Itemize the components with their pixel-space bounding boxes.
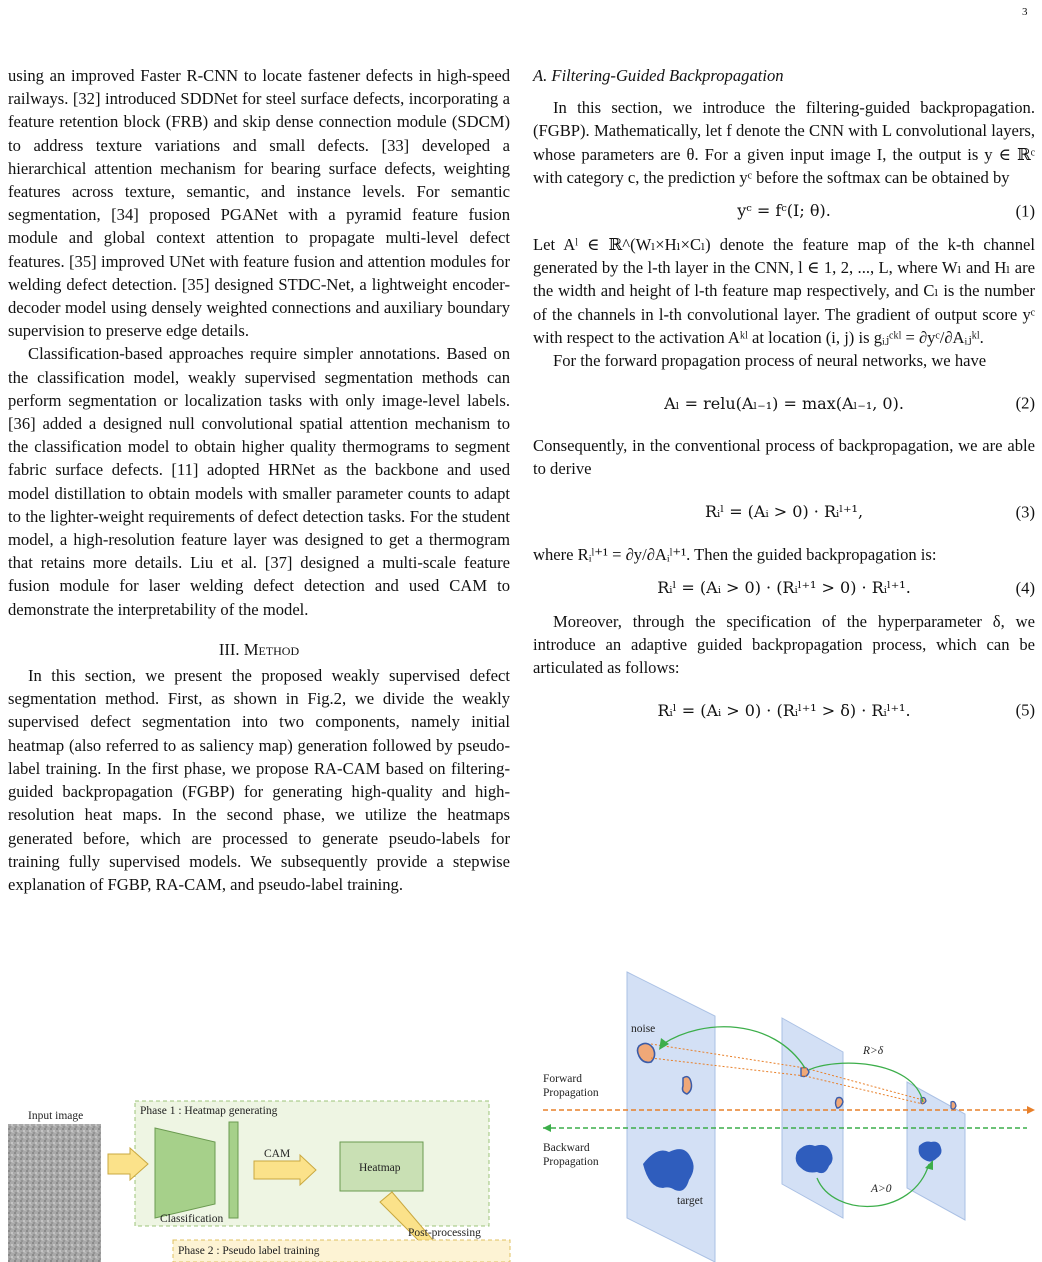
a-zero-label: A>0 (871, 1183, 892, 1195)
page-number: 3 (1022, 6, 1028, 18)
equation-4-body: Rᵢˡ = (Aᵢ > 0) · (Rᵢˡ⁺¹ > 0) · Rᵢˡ⁺¹. (657, 578, 911, 598)
cam-label: CAM (264, 1148, 291, 1160)
noise-blob-2 (683, 1077, 692, 1094)
right-paragraph-1: In this section, we introduce the filtering-guided backpropagation. (FGBP). Mathematically, let f denote the CNN with L convolutional layers, whose parameters are θ. For a given input image I, the output is y ∈ ℝᶜ with category c, the prediction yᶜ before the softmax can be obtained by (533, 98, 1035, 187)
equation-1-number: (1) (1015, 201, 1035, 221)
equation-5 (533, 679, 1035, 741)
r-delta-label: R>δ (863, 1045, 884, 1057)
equation-4 (533, 566, 1035, 610)
forward-arrowhead (1027, 1106, 1035, 1114)
right-paragraph-6: Moreover, through the specification of the hyperparameter δ, we introduce an adaptive guided backpropagation process, which can be articulated as follows: (533, 611, 1035, 678)
equation-5-body: Rᵢˡ = (Aᵢ > 0) · (Rᵢˡ⁺¹ > δ) · Rᵢˡ⁺¹. (657, 700, 911, 720)
left-paragraph-1: using an improved Faster R-CNN to locate fastener defects in high-speed railways. [32] introduced SDDNet for steel surface defects, incorporating a feature retention block (FRB) and skip dense connection module (SDCM) to address texture variations and small defects. [33] developed a hierarchical attention mechanism for bearing surface defects, weighting features across texture, semantic, and instance levels. For semantic segmentation, [34] proposed PGANet with a pyramid feature fusion module and global context attention to propagate multi-level defect features. [35] improved UNet with feature fusion and attention modules for welding defect detection. [35] designed STDC-Net, a lightweight encoder-decoder model using densely weighted connections and auxiliary boundary supervision to preserve edge details. (8, 66, 510, 341)
right-paragraph-2: Let Aˡ ∈ ℝ^(Wₗ×Hₗ×Cₗ) denote the feature map of the k-th channel generated by the l-th layer in the CNN, l ∈ 1, 2, ..., L, where Wₗ and Hₗ are the width and height of l-th feature map respectively, and Cₗ is the number of the channels in l-th convolutional layer. The gradient of output score yᶜ with respect to the activation Aᵏˡ at location (i, j) is gᵢⱼᶜᵏˡ = ∂yᶜ/∂Aᵢⱼᵏˡ. (533, 235, 1035, 347)
noise-blob-3 (801, 1068, 809, 1077)
backprop-figure-svg (533, 968, 1035, 1262)
right-paragraph-4: Consequently, in the conventional process of backpropagation, we are able to derive (533, 436, 1035, 479)
equation-4-number: (4) (1015, 578, 1035, 598)
equation-2-number: (2) (1015, 393, 1035, 413)
noise-blob-6 (951, 1102, 956, 1110)
heatmap-label: Heatmap (359, 1162, 401, 1174)
phase-1-label: Phase 1 : Heatmap generating (140, 1105, 278, 1117)
equation-3-body: Rᵢˡ = (Aᵢ > 0) · Rᵢˡ⁺¹, (704, 502, 864, 522)
target-label: target (677, 1195, 703, 1207)
phase-2-label: Phase 2 : Pseudo label training (178, 1245, 320, 1257)
equation-3-number: (3) (1015, 502, 1035, 522)
backward-label-line-2: Propagation (543, 1156, 599, 1168)
left-column (8, 64, 510, 896)
equation-5-number: (5) (1015, 700, 1035, 720)
classification-layer (229, 1122, 238, 1218)
equation-1 (533, 189, 1035, 233)
equation-2-body: Aₗ = relu(Aₗ₋₁) = max(Aₗ₋₁, 0). (664, 393, 904, 413)
classification-encoder (155, 1128, 215, 1218)
feature-plane-1 (627, 972, 715, 1262)
pipeline-figure-svg (8, 1098, 512, 1262)
classification-label: Classification (160, 1213, 224, 1225)
right-paragraph-5: where Rᵢˡ⁺¹ = ∂y/∂Aᵢˡ⁺¹. Then the guided backpropagation is: (533, 544, 937, 564)
forward-label-line-1: Forward (543, 1073, 582, 1085)
backward-label-line-1: Backward (543, 1142, 590, 1154)
input-image (8, 1124, 101, 1262)
right-paragraph-3: For the forward propagation process of neural networks, we have (553, 351, 987, 371)
section-title: III. Method (218, 639, 300, 659)
left-paragraph-3: In this section, we present the proposed weakly supervised defect segmentation method. First, as shown in Fig.2, we divide the weakly supervised defect segmentation into two components, namely initial heatmap (also referred to as saliency map) generation followed by pseudo-label training. In the first phase, we propose RA-CAM based on filtering-guided backpropagation (FGBP) for generating high-quality and high-resolution heat maps. In the second phase, we utilize the heatmaps generated before, which are processed to generate pseudo-labels for training fully supervised models. We subsequently provide a stepwise explanation of FGBP, RA-CAM, and pseudo-label training. (8, 666, 510, 894)
forward-label-line-2: Propagation (543, 1087, 599, 1099)
backward-arrowhead (543, 1124, 551, 1132)
right-column (533, 64, 1035, 741)
pipeline-figure (8, 1098, 512, 1262)
input-image-label: Input image (28, 1110, 84, 1122)
equation-2 (533, 372, 1035, 434)
post-processing-label: Post-processing (408, 1227, 481, 1239)
noise-label: noise (631, 1023, 656, 1035)
backprop-figure (533, 968, 1035, 1262)
feature-plane-2 (782, 1018, 843, 1218)
subsection-title: A. Filtering-Guided Backpropagation (533, 66, 784, 85)
equation-3 (533, 481, 1035, 543)
equation-1-body: yᶜ = fᶜ(I; θ). (737, 201, 831, 221)
left-paragraph-2: Classification-based approaches require simpler annotations. Based on the classification model, weakly supervised segmentation methods can perform segmentation or localization tasks with only image-level labels. [36] added a designed null convolutional spatial attention mechanism to the classification model to obtain higher quality thermograms to segment fabric surface defects. [11] adopted HRNet as the backbone and used model distillation to obtain models with smaller parameter counts to adapt to the lighter-weight requirements of defect detection tasks. For the student model, a high-resolution feature layer was designed to get a thermogram that retains more details. Liu et al. [37] designed a multi-scale feature fusion module for laser welding defect detection and used CAM to demonstrate the interpretability of the model. (8, 344, 510, 619)
